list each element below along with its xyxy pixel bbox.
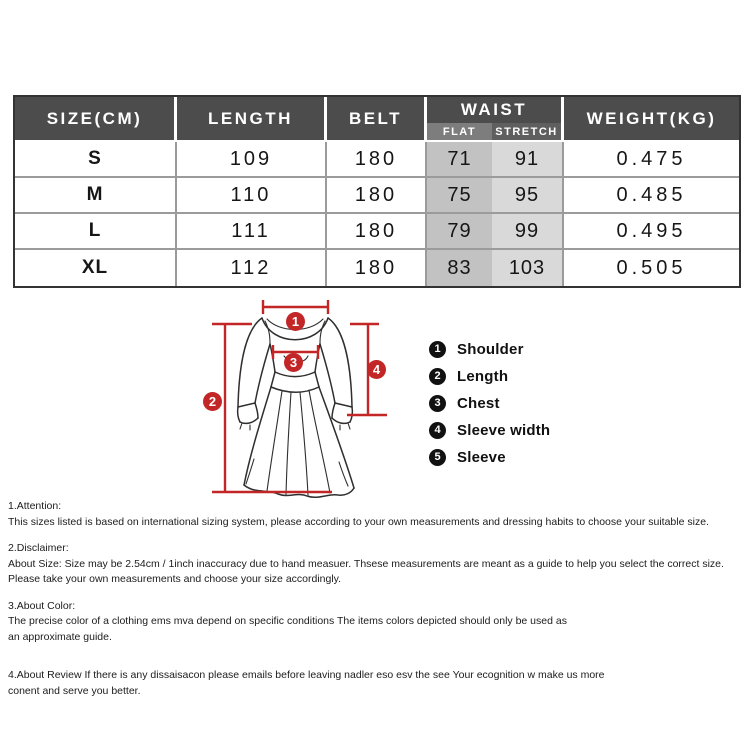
measure-marker-sleeve: 4 [367, 360, 386, 379]
waist-stretch-cell: 99 [492, 214, 564, 250]
legend-item-chest [429, 390, 550, 417]
waist-stretch-cell: 103 [492, 250, 564, 286]
legend-item-sleeve-width [429, 417, 550, 444]
weight-cell: 0.495 [564, 214, 739, 250]
waist-stretch-cell: 91 [492, 142, 564, 178]
measure-marker-chest: 3 [284, 353, 303, 372]
length-cell: 111 [177, 214, 327, 250]
waist-flat-cell: 71 [427, 142, 492, 178]
measure-marker-shoulder: 1 [286, 312, 305, 331]
size-cell: XL [15, 250, 177, 286]
table-row-l [15, 214, 739, 250]
weight-cell: 0.475 [564, 142, 739, 178]
belt-cell: 180 [327, 178, 427, 214]
numbered-circle-icon: 4 [429, 422, 446, 439]
subcolumn-header-stretch: STRETCH [492, 123, 564, 142]
legend-label: Sleeve [457, 449, 506, 466]
note-disclaimer-body: Please take your own measurements and choose your size accordingly. [8, 573, 342, 585]
belt-cell: 180 [327, 142, 427, 178]
waist-flat-cell: 75 [427, 178, 492, 214]
numbered-circle-icon: 5 [429, 449, 446, 466]
note-about-color-body: The precise color of a clothing ems mva depend on specific conditions The items colors depicted should only be used as [8, 615, 567, 627]
length-cell: 112 [177, 250, 327, 286]
size-chart-table [13, 95, 741, 288]
note-disclaimer-body: About Size: Size may be 2.54cm / 1inch inaccuracy due to hand measuer. Thsese measurements are meant as a guide to help you select the correct size. [8, 557, 724, 570]
column-header-belt: BELT [327, 97, 427, 142]
dress-measurement-diagram [180, 295, 445, 510]
waist-flat-cell: 79 [427, 214, 492, 250]
column-header-weight: WEIGHT(KG) [564, 97, 739, 142]
column-header-size: SIZE(CM) [15, 97, 177, 142]
note-disclaimer-title: 2.Disclaimer: [8, 542, 69, 554]
subcolumn-header-flat: FLAT [427, 123, 492, 142]
belt-cell: 180 [327, 250, 427, 286]
note-attention-body: This sizes listed is based on international sizing system, please according to your own measurements and dressing habits to choose your suitable size. [8, 515, 709, 528]
table-row-s [15, 142, 739, 178]
note-about-review-body: 4.About Review If there is any dissaisacon please emails before leaving nadler eso esv the see Your ecognition w make us more [8, 669, 605, 681]
notes [8, 499, 750, 710]
length-cell: 109 [177, 142, 327, 178]
note-attention-title: 1.Attention: [8, 500, 62, 512]
numbered-circle-icon: 2 [429, 368, 446, 385]
legend-label: Shoulder [457, 341, 524, 358]
legend-item-length [429, 363, 550, 390]
size-cell: L [15, 214, 177, 250]
size-cell: M [15, 178, 177, 214]
note-about-review-body: conent and serve you better. [8, 684, 141, 697]
length-cell: 110 [177, 178, 327, 214]
table-row-xl [15, 250, 739, 286]
legend-label: Sleeve width [457, 422, 551, 439]
measure-marker-length: 2 [203, 392, 222, 411]
size-cell: S [15, 142, 177, 178]
belt-cell: 180 [327, 214, 427, 250]
note-about-color-body: an approximate guide. [8, 630, 112, 643]
numbered-circle-icon: 3 [429, 395, 446, 412]
column-header-length: LENGTH [177, 97, 327, 142]
note-about-review [8, 668, 750, 699]
legend-label: Length [457, 368, 509, 385]
note-about-color [8, 599, 750, 646]
legend-item-sleeve [429, 444, 550, 471]
weight-cell: 0.505 [564, 250, 739, 286]
note-about-color-title: 3.About Color: [8, 599, 76, 612]
measurement-legend [429, 336, 550, 471]
waist-flat-cell: 83 [427, 250, 492, 286]
column-header-waist: WAIST [427, 97, 564, 123]
legend-label: Chest [457, 395, 500, 412]
weight-cell: 0.485 [564, 178, 739, 214]
legend-item-shoulder [429, 336, 550, 363]
numbered-circle-icon: 1 [429, 341, 446, 358]
note-attention [8, 499, 750, 530]
waist-stretch-cell: 95 [492, 178, 564, 214]
note-disclaimer [8, 541, 750, 588]
table-row-m [15, 178, 739, 214]
